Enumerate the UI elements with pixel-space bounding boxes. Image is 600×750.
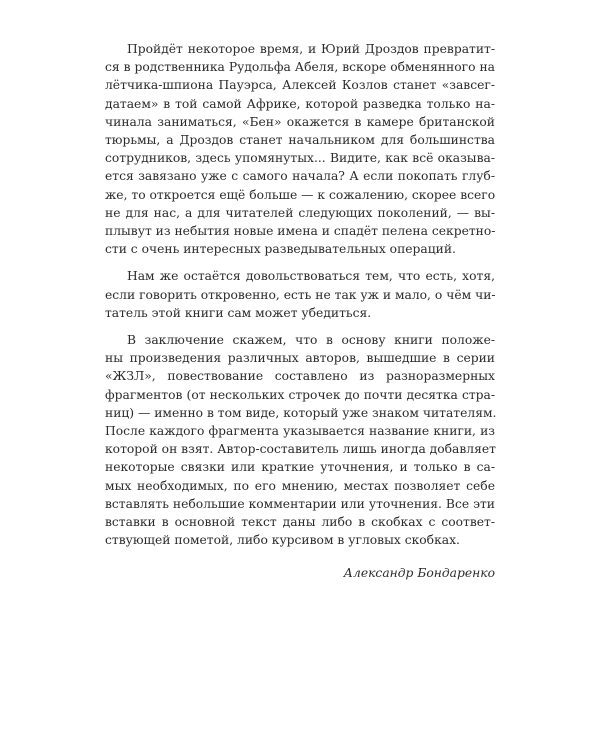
text-line: фрагментов (от нескольких строчек до почти десятка стра- xyxy=(105,387,495,402)
text-line: лётчика-шпиона Пауэрса, Алексей Козлов станет «завсег- xyxy=(105,78,495,93)
paragraph-2 xyxy=(105,267,495,322)
text-line: Пройдёт некоторое время, и Юрий Дроздов превратит- xyxy=(127,42,495,56)
text-line: В заключение скажем, что в основу книги положе- xyxy=(127,333,495,348)
text-line: тюрьмы, а Дроздов станет начальником для большинства xyxy=(105,133,495,148)
text-line: мых необходимых, по его мнению, местах позволяет себе xyxy=(105,478,495,493)
text-line: чинала заниматься, «Бен» окажется в камере британской xyxy=(105,114,495,129)
text-line: не для нас, а для читателей следующих поколений, — вы- xyxy=(105,205,495,220)
text-line: «ЖЗЛ», повествование составлено из разноразмерных xyxy=(105,369,495,384)
text-line: После каждого фрагмента указывается название книги, из xyxy=(105,424,495,439)
text-line: же, то откроется ещё больше — к сожалению, скорее всего xyxy=(105,187,496,202)
text-line: ниц) — именно в том виде, который уже знаком читателям. xyxy=(105,405,497,420)
text-line: татель этой книги сам может убедиться. xyxy=(105,305,372,320)
paragraph-1 xyxy=(105,40,495,258)
paragraph-3 xyxy=(105,331,495,549)
text-line: сти с очень интересных разведывательных операций. xyxy=(105,242,456,257)
text-line: вставки в основной текст даны либо в скобках с соответ- xyxy=(105,515,495,530)
text-line: ствующей пометой, либо курсивом в угловых скобках. xyxy=(105,533,460,548)
text-line: которой он взят. Автор-составитель лишь иногда добавляет xyxy=(105,442,496,457)
text-line: плывут из небытия новые имена и спадёт пелена секретно- xyxy=(105,224,496,239)
text-line: сотрудников, здесь упомянутых... Видите, как всё оказыва- xyxy=(105,151,495,166)
author-signature: Александр Бондаренко xyxy=(343,566,495,581)
text-line: ется завязано уже с самого начала? А если покопать глуб- xyxy=(105,169,495,184)
text-line: ны произведения различных авторов, вышедшие в серии xyxy=(105,351,495,366)
text-line: некоторые связки или краткие уточнения, и только в са- xyxy=(105,460,495,475)
text-line: если говорить откровенно, есть не так уж и мало, о чём чи- xyxy=(105,287,496,302)
text-line: датаем» в той самой Африке, которой разведка только на- xyxy=(105,96,495,111)
text-line: ся в родственника Рудольфа Абеля, вскоре обменянного на xyxy=(105,60,495,75)
page-text xyxy=(105,40,495,583)
text-line: вставлять небольшие комментарии или уточнения. Все эти xyxy=(105,496,495,511)
text-line: Нам же остаётся довольствоваться тем, что есть, хотя, xyxy=(127,269,495,284)
